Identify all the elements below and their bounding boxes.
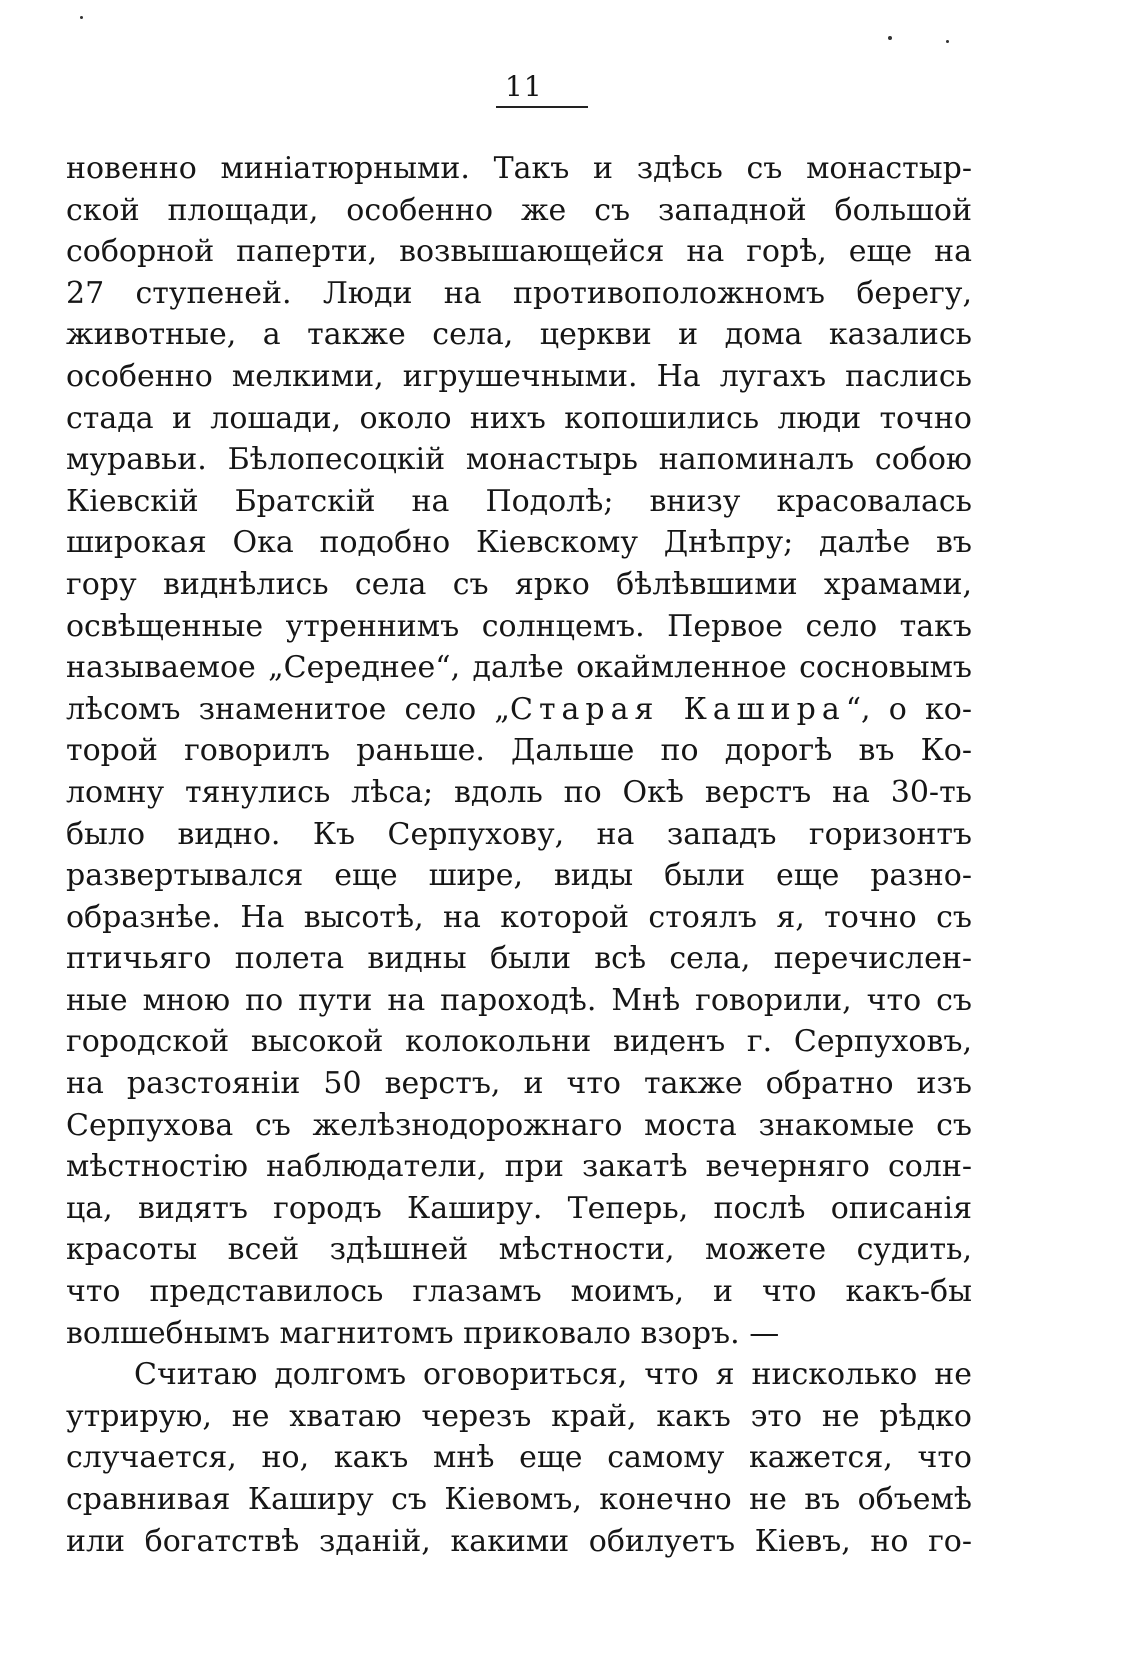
- text-line-with-spaced-title: [66, 689, 972, 731]
- text-line: мѣстностію наблюдатели, при закатѣ вечерняго солн-: [66, 1149, 972, 1185]
- text-line: или богатствѣ зданій, какими обилуетъ Кіевъ, но го-: [66, 1523, 972, 1559]
- text-line: широкая Ока подобно Кіевскому Днѣпру; далѣе въ: [66, 525, 972, 561]
- text-line: городской высокой колокольни виденъ г. Серпуховъ,: [66, 1024, 972, 1060]
- text-line: гору виднѣлись села съ ярко бѣлѣвшими храмами,: [66, 566, 972, 602]
- text-line: торой говорилъ раньше. Дальше по дорогѣ въ Ко-: [66, 733, 972, 769]
- text-line: утрирую, не хватаю черезъ край, какъ это не рѣдко: [66, 1398, 972, 1434]
- text-line: Кіевскій Братскій на Подолѣ; внизу красовалась: [66, 483, 972, 519]
- text-line: случается, но, какъ мнѣ еще самому кажется, что: [66, 1440, 972, 1476]
- text-line: животные, а также села, церкви и дома казались: [66, 317, 972, 353]
- text-line: образнѣе. На высотѣ, на которой стоялъ я, точно съ: [66, 899, 972, 935]
- text-line: Серпухова съ желѣзнодорожнаго моста знакомые съ: [66, 1107, 972, 1143]
- text-fragment: лѣсомъ знаменитое село „: [66, 691, 510, 727]
- text-line: муравьи. Бѣлопесоцкій монастырь напоминалъ собою: [66, 442, 972, 478]
- text-fragment: “, о ко-: [845, 691, 972, 727]
- text-line: 27 ступеней. Люди на противоположномъ берегу,: [66, 275, 972, 311]
- text-line: ской площади, особенно же съ западной большой: [66, 192, 972, 228]
- text-line: птичьяго полета видны были всѣ села, перечислен-: [66, 941, 972, 977]
- text-line: на разстояніи 50 верстъ, и что также обратно изъ: [66, 1066, 972, 1102]
- text-line: сравнивая Каширу съ Кіевомъ, конечно не въ объемѣ: [66, 1482, 972, 1517]
- text-line: особенно мелкими, игрушечными. На лугахъ паслись: [66, 358, 972, 394]
- scan-speck: [80, 16, 83, 19]
- text-line: называемое „Середнее“, далѣе окаймленное сосновымъ: [66, 650, 972, 686]
- page-number: 11: [505, 70, 543, 103]
- text-line: освѣщенные утреннимъ солнцемъ. Первое село такъ: [66, 608, 972, 644]
- body-text: [66, 148, 972, 1562]
- text-line: новенно миніатюрными. Такъ и здѣсь съ монастыр-: [66, 151, 972, 186]
- text-line: Считаю долгомъ оговориться, что я нисколько не: [134, 1357, 972, 1393]
- text-line: что представилось глазамъ моимъ, и что какъ-бы: [66, 1274, 972, 1310]
- text-line: красоты всей здѣшней мѣстности, можете судить,: [66, 1232, 972, 1268]
- text-line: ломну тянулись лѣса; вдоль по Окѣ верстъ на 30-ть: [66, 774, 972, 810]
- spaced-place-name: Старая Кашира: [509, 691, 846, 727]
- text-line: волшебнымъ магнитомъ приковало взоръ. —: [66, 1315, 780, 1351]
- text-line: было видно. Къ Серпухову, на западъ горизонтъ: [66, 816, 972, 852]
- text-line: ца, видятъ городъ Каширу. Теперь, послѣ описанія: [66, 1190, 972, 1226]
- page-number-rule: [496, 106, 588, 108]
- text-line: соборной паперти, возвышающейся на горѣ, еще на: [66, 234, 972, 270]
- text-line: ные мною по пути на пароходѣ. Мнѣ говорили, что съ: [66, 982, 972, 1018]
- scan-speck: [888, 36, 892, 40]
- text-line: развертывался еще шире, виды были еще разно-: [66, 858, 972, 894]
- text-line: стада и лошади, около нихъ копошились люди точно: [66, 400, 972, 436]
- scan-speck: [946, 40, 949, 43]
